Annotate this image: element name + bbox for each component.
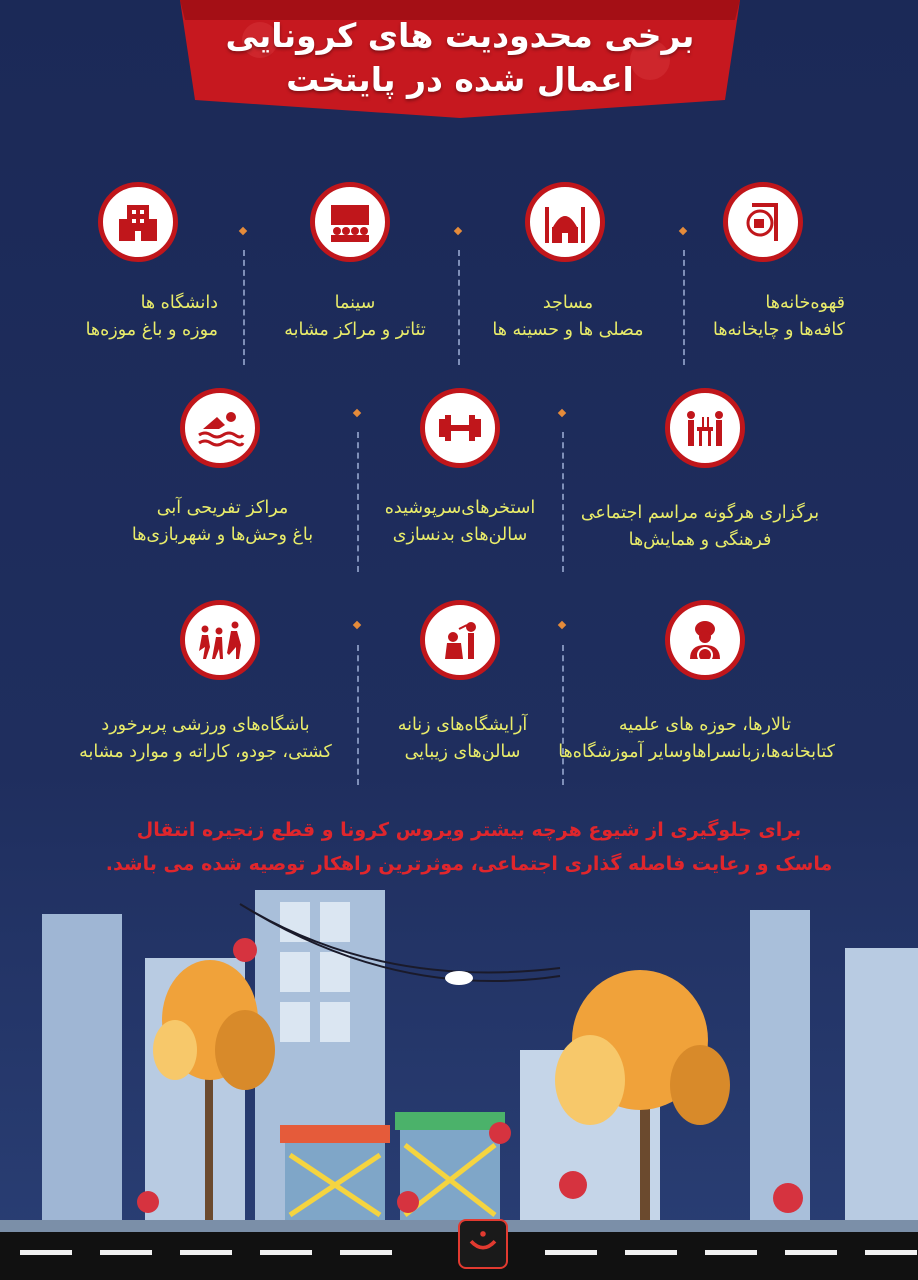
item-line2: کشتی، جودو، کاراته و موارد مشابه <box>79 742 332 762</box>
coffee-shop-icon <box>723 182 803 262</box>
item-line1: استخرهای‌سرپوشیده <box>384 498 536 518</box>
advice-note <box>90 813 848 881</box>
nasim-logo <box>458 1219 508 1269</box>
item-label-sports-club <box>68 712 343 766</box>
lane-marking <box>20 1250 72 1255</box>
item-label-gym <box>370 495 550 549</box>
mosque-icon <box>525 182 605 262</box>
lane-marking <box>100 1250 152 1255</box>
lane-marking <box>625 1250 677 1255</box>
item-label-university <box>58 290 218 344</box>
item-line1: باشگاه‌های ورزشی پربرخورد <box>101 715 310 735</box>
lane-marking <box>865 1250 917 1255</box>
item-line2: موزه و باغ موزه‌ها <box>85 320 218 340</box>
item-label-coffee <box>713 290 845 344</box>
item-line2: مصلی ها و حسینه ها <box>492 320 644 340</box>
item-line2: کافه‌ها و چایخانه‌ها <box>712 320 845 340</box>
item-line1: آرایشگاه‌های زنانه <box>397 715 528 735</box>
item-label-water-park <box>115 495 330 549</box>
lane-marking <box>180 1250 232 1255</box>
item-line1: قهوه‌خانه‌ها <box>765 293 845 313</box>
item-line2: فرهنگی و همایش‌ها <box>628 530 772 550</box>
lane-marking <box>785 1250 837 1255</box>
item-line1: تالارها، حوزه های علمیه <box>618 715 792 735</box>
title-line-1: برخی محدودیت های کرونایی <box>225 16 695 55</box>
lane-marking <box>340 1250 392 1255</box>
item-line1: مساجد <box>542 293 594 313</box>
sports-club-icon <box>180 600 260 680</box>
item-line2: کتابخانه‌ها،زبانسراهاوسایر آموزشگاه‌ها <box>558 742 835 762</box>
header-banner <box>180 0 740 118</box>
note-line-2: ماسک و رعایت فاصله گذاری اجتماعی، موثرترین راهکار توصیه شده می باشد. <box>105 853 833 875</box>
item-line1: مراکز تفریحی آبی <box>156 498 289 518</box>
cinema-icon <box>310 182 390 262</box>
item-line2: سالن‌های زیبایی <box>404 742 521 762</box>
divider <box>243 250 245 365</box>
item-line1: برگزاری هرگونه مراسم اجتماعی <box>580 503 820 523</box>
title-line-2: اعمال شده در پایتخت <box>286 60 634 99</box>
note-line-1: برای جلوگیری از شیوع هرچه بیشتر ویروس کرونا و قطع زنجیره انتقال <box>136 819 802 841</box>
divider <box>357 432 359 572</box>
beauty-salon-icon <box>420 600 500 680</box>
divider <box>458 250 460 365</box>
lane-marking <box>260 1250 312 1255</box>
page-title <box>180 14 740 102</box>
divider <box>562 645 564 785</box>
item-label-ceremony <box>570 500 830 554</box>
item-line1: دانشگاه ها <box>140 293 218 313</box>
item-line1: سینما <box>334 293 376 313</box>
divider <box>357 645 359 785</box>
lane-marking <box>705 1250 757 1255</box>
lane-marking <box>545 1250 597 1255</box>
ceremony-icon <box>665 388 745 468</box>
swimmer-icon <box>180 388 260 468</box>
item-label-seminary <box>558 712 835 766</box>
divider <box>683 250 685 365</box>
item-line2: باغ وحش‌ها و شهربازی‌ها <box>131 525 314 545</box>
seminary-icon <box>665 600 745 680</box>
logo-mark <box>460 1221 506 1267</box>
item-label-beauty-salon <box>380 712 545 766</box>
divider <box>562 432 564 572</box>
gym-dumbbell-icon <box>420 388 500 468</box>
university-icon <box>98 182 178 262</box>
item-line2: تئاتر و مراکز مشابه <box>284 320 426 340</box>
item-line2: سالن‌های بدنسازی <box>392 525 528 545</box>
city-illustration <box>0 880 918 1280</box>
item-label-cinema <box>270 290 440 344</box>
item-label-mosque <box>478 290 658 344</box>
